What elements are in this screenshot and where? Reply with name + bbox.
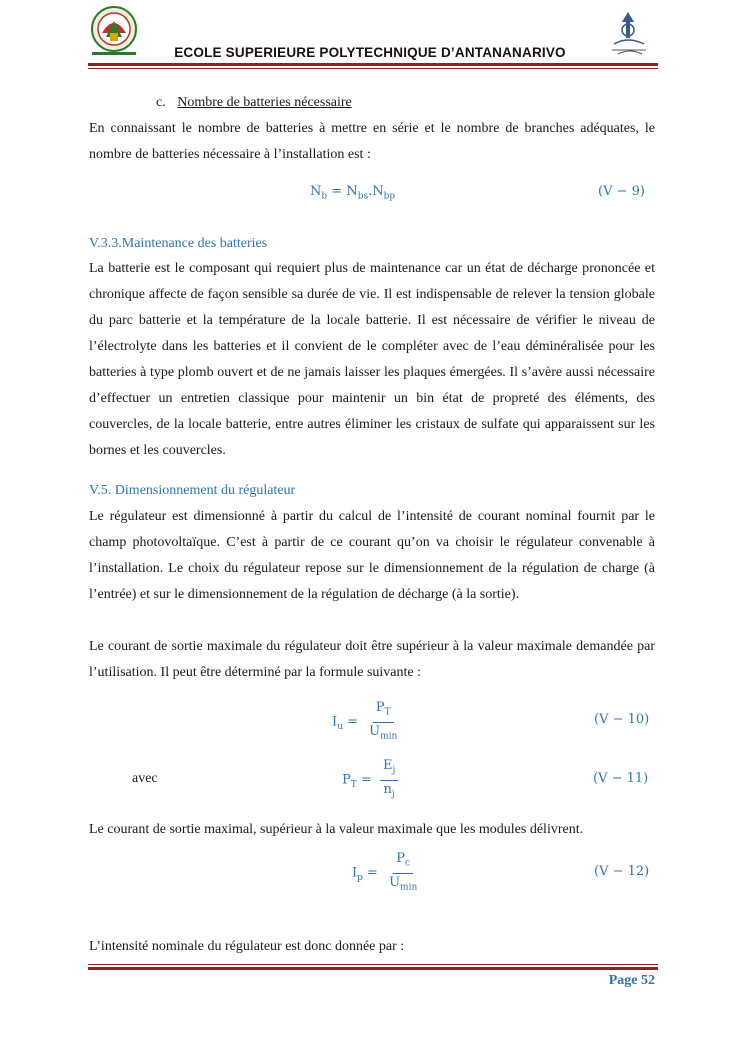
equation-number: (V − 11) xyxy=(593,771,649,786)
equation-number: (V − 10) xyxy=(594,712,650,727)
paragraph: Le courant de sortie maximal, supérieur à la valeur maximale que les modules délivrent. xyxy=(89,822,584,837)
paragraph: Le régulateur est dimensionné à partir du calcul de l’intensité de courant nominal fournit par le champ photovoltaïque. C’est à partir de ce courant qu’on va choisir le régulateur convenable à l’installation. Le choix du régulateur repose sur le dimensionnement de la régulation de charge (à l’entrée) et sur le dimensionnement de la régulation de décharge (à la sortie). xyxy=(89,509,655,602)
paragraph: L’intensité nominale du régulateur est donc donnée par : xyxy=(89,939,405,954)
paragraph: La batterie est le composant qui requiert plus de maintenance car un état de décharge prononcée et chronique affecte de façon sensible sa durée de vie. Il est indispensable de relever la tension globale du parc batterie et la température de la locale batterie. Il est nécessaire de vérifier le niveau de l’électrolyte dans les batteries et il convient de le compléter avec de l’eau déminéralisée pour les batteries à type plomb ouvert et de ne jamais laisser les plaques émergées. Il s’avère aussi nécessaire d’effectuer un entretien classique pour maintenir un bin état de propreté des éléments, des couvercles, de la locale batterie, entre autres éliminer les cristaux de sulfate qui apparaissent sur les bornes et les couvercles. xyxy=(89,261,655,458)
paragraph: En connaissant le nombre de batteries à mettre en série et le nombre de branches adéquates, le nombre de batteries nécessaire à l’installation est : xyxy=(89,121,655,162)
subsection-title: Nombre de batteries nécessaire xyxy=(177,95,352,110)
equation-v12: $I_p$ = $\frac{P_c}{U_{min}}$ xyxy=(352,851,418,893)
equation-prefix: avec xyxy=(132,771,158,786)
subsection-marker: c. xyxy=(156,95,166,110)
paragraph: Le courant de sortie maximale du régulateur doit être supérieur à la valeur maximale demandée par l’utilisation. Il peut être déterminé par la formule suivante : xyxy=(89,639,655,680)
header-rule xyxy=(88,63,658,66)
footer-rule xyxy=(88,967,658,970)
equation-v10: $I_u$ = $\frac{P_T}{U_{min}}$ xyxy=(332,700,398,742)
footer-rule-thin xyxy=(88,964,658,965)
section-heading: V.3.3.Maintenance des batteries xyxy=(89,236,268,251)
header-rule-thin xyxy=(88,68,658,69)
equation-v9: $N_b = N_{bs}.N_{bp}$ xyxy=(310,184,396,202)
school-crest-logo xyxy=(88,3,140,59)
equation-number: (V − 12) xyxy=(594,864,650,879)
header-title: ECOLE SUPERIEURE POLYTECHNIQUE D’ANTANANARIVO xyxy=(174,45,566,60)
section-heading: V.5. Dimensionnement du régulateur xyxy=(89,483,296,498)
department-logo xyxy=(606,8,652,60)
equation-number: (V − 9) xyxy=(598,184,645,199)
page-number: Page 52 xyxy=(608,973,655,988)
equation-v11: $P_T$ = $\frac{E_j}{n_j}$ xyxy=(342,758,398,802)
subsection-heading xyxy=(156,95,352,111)
